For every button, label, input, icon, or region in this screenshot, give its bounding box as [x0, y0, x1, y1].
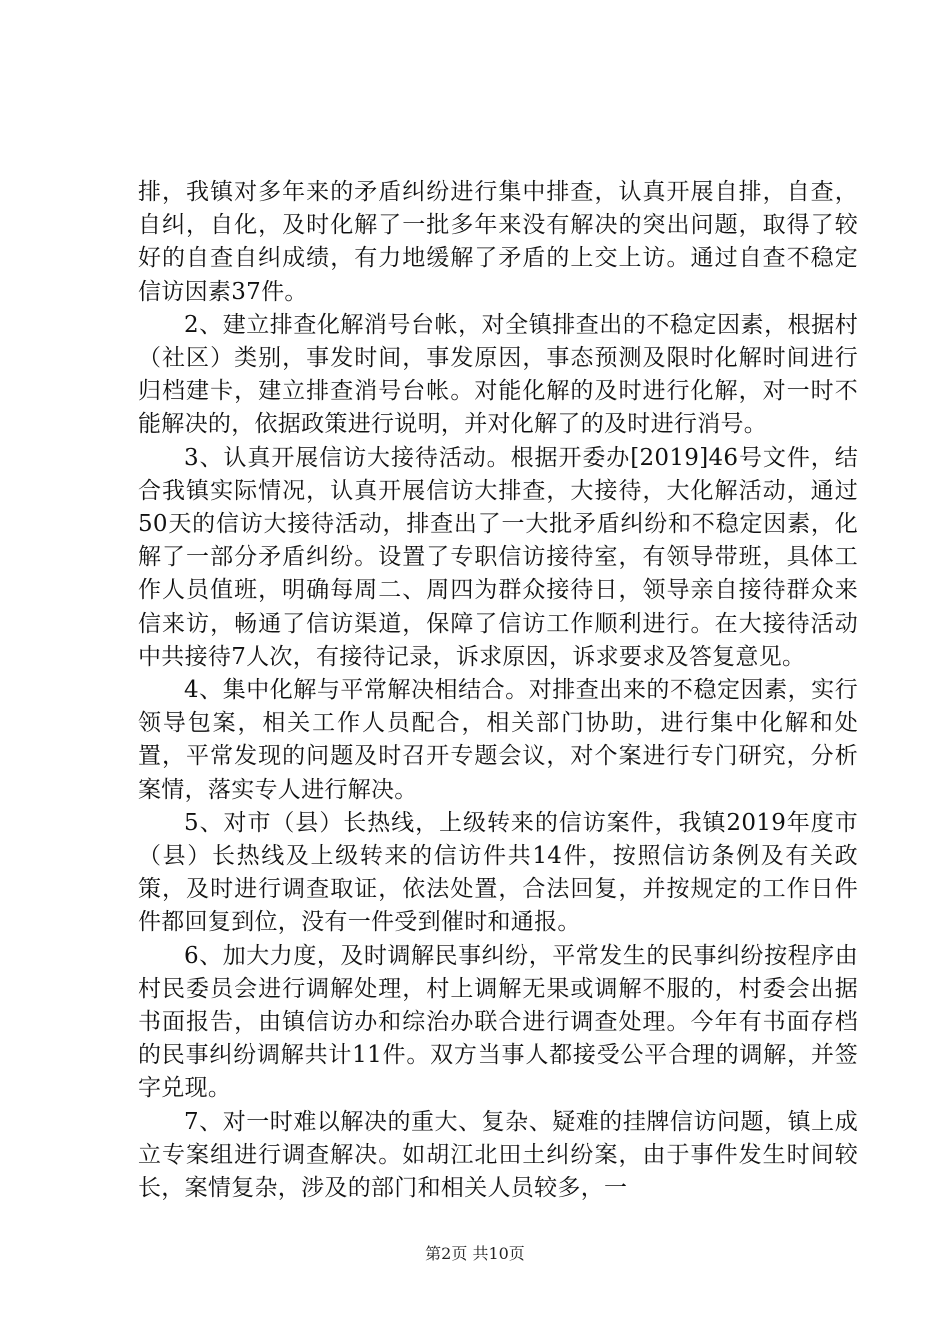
paragraph-item-5: 5、对市（县）长热线，上级转来的信访案件，我镇2019年度市（县）长热线及上级转来的信访件共14件，按照信访条例及有关政策，及时进行调查取证，依法处置，合法回复，并按规定的工作日件件都回复到位，没有一件受到催时和通报。	[138, 809, 858, 936]
page-footer	[0, 1244, 950, 1264]
document-body	[138, 176, 858, 1205]
paragraph-item-3: 3、认真开展信访大接待活动。根据开委办[2019]46号文件，结合我镇实际情况，认真开展信访大排查，大接待，大化解活动，通过50天的信访大接待活动，排查出了一大批矛盾纠纷和不稳定因素，化解了一部分矛盾纠纷。设置了专职信访接待室，有领导带班，具体工作人员值班，明确每周二、周四为群众接待日，领导亲自接待群众来信来访，畅通了信访渠道，保障了信访工作顺利进行。在大接待活动中共接待7人次，有接待记录，诉求原因，诉求要求及答复意见。	[138, 444, 858, 670]
paragraph-item-2: 2、建立排查化解消号台帐，对全镇排查出的不稳定因素，根据村（社区）类别，事发时间，事发原因，事态预测及限时化解时间进行归档建卡，建立排查消号台帐。对能化解的及时进行化解，对一时不能解决的，依据政策进行说明，并对化解了的及时进行消号。	[138, 311, 858, 438]
paragraph-item-6: 6、加大力度，及时调解民事纠纷，平常发生的民事纠纷按程序由村民委员会进行调解处理，村上调解无果或调解不服的，村委会出据书面报告，由镇信访办和综治办联合进行调查处理。今年有书面存档的民事纠纷调解共计11件。双方当事人都接受公平合理的调解，并签字兑现。	[138, 942, 858, 1102]
page-number-label: 第2页 共10页	[425, 1244, 525, 1263]
paragraph-item-4: 4、集中化解与平常解决相结合。对排查出来的不稳定因素，实行领导包案，相关工作人员配合，相关部门协助，进行集中化解和处置，平常发现的问题及时召开专题会议，对个案进行专门研究，分析案情，落实专人进行解决。	[138, 677, 858, 803]
paragraph-continuation: 排，我镇对多年来的矛盾纠纷进行集中排查，认真开展自排，自查，自纠，自化，及时化解了一批多年来没有解决的突出问题，取得了较好的自查自纠成绩，有力地缓解了矛盾的上交上访。通过自查不稳定信访因素37件。	[138, 179, 858, 305]
paragraph-item-7: 7、对一时难以解决的重大、复杂、疑难的挂牌信访问题，镇上成立专案组进行调查解决。如胡江北田土纠纷案，由于事件发生时间较长，案情复杂，涉及的部门和相关人员较多，一	[138, 1108, 858, 1202]
